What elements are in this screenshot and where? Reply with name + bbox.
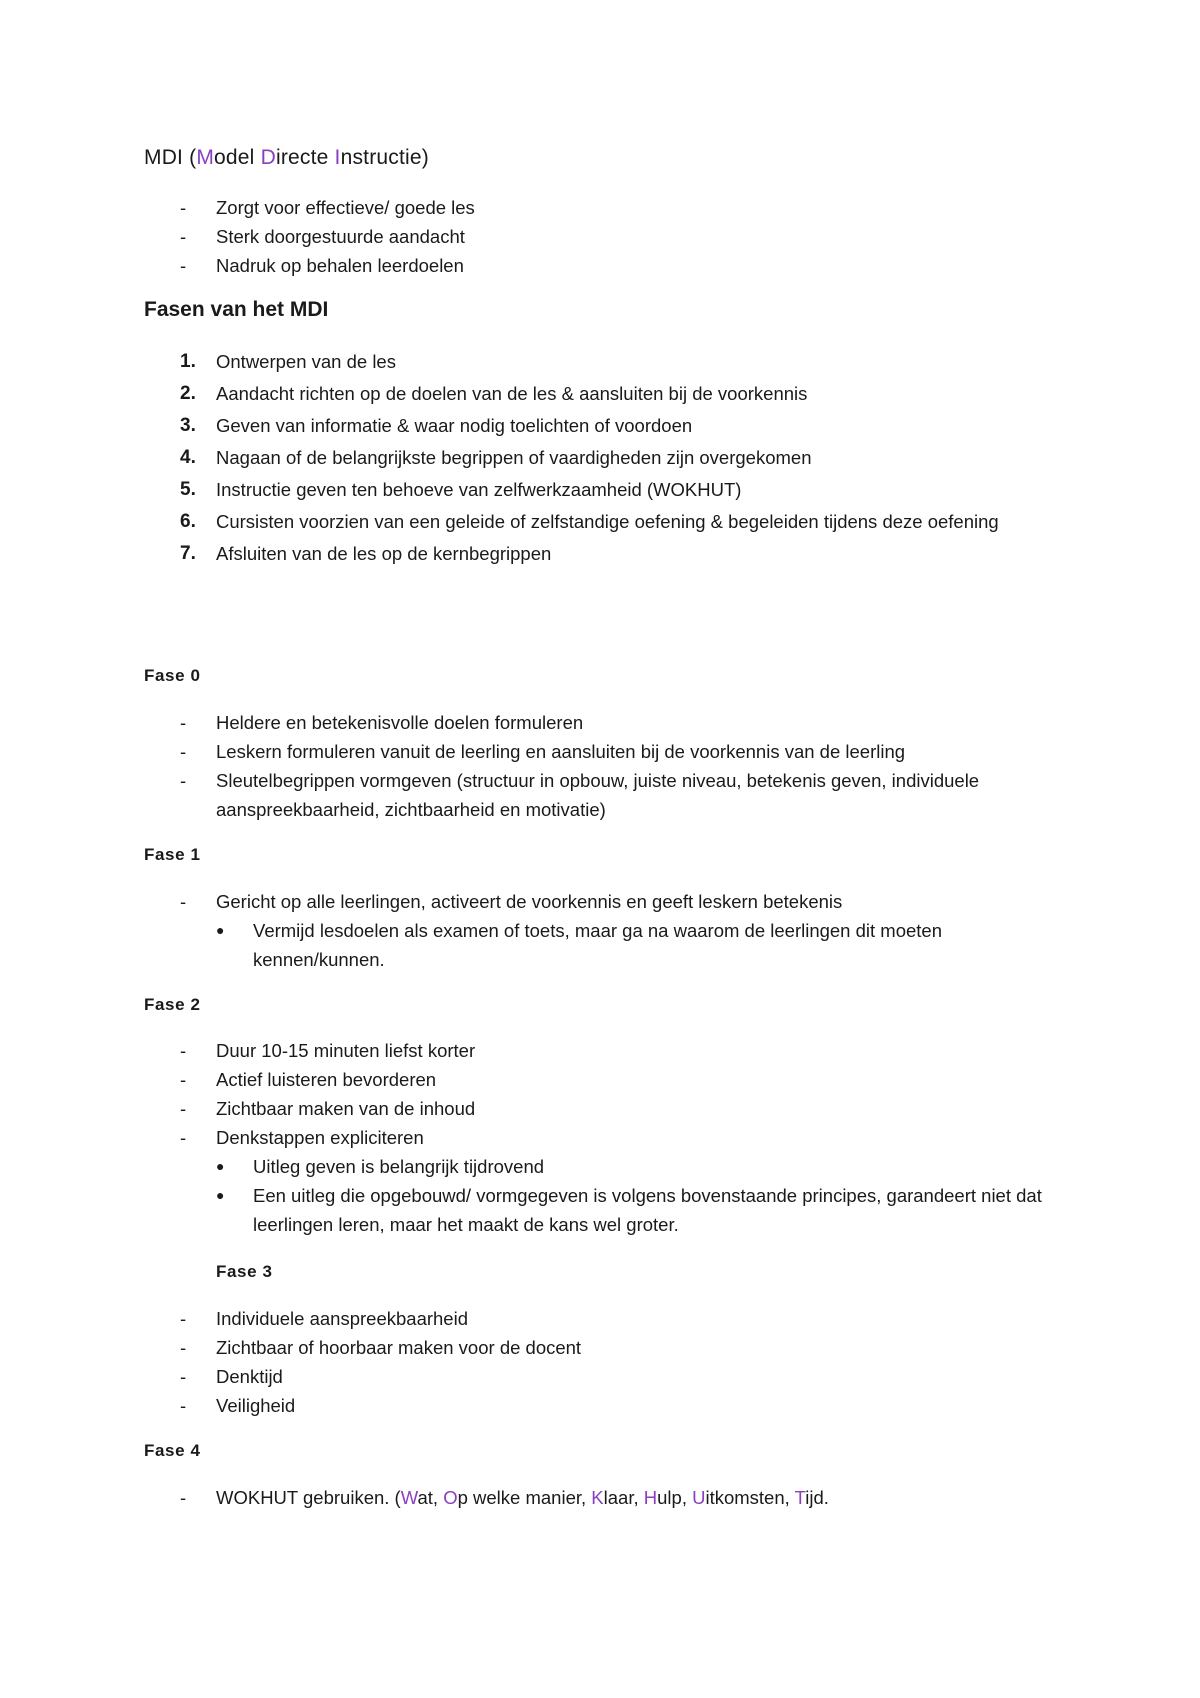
title-text: irecte [275,146,335,169]
title-text: nstructie) [340,146,429,169]
list-item: - Duur 10-15 minuten liefst korter [180,1036,1076,1065]
number-marker: 7. [180,543,196,564]
title-highlight-i: I [334,146,341,169]
dash-marker: - [180,1395,187,1416]
intro-list [0,193,475,280]
title-highlight-d: D [260,146,276,169]
fase-1-list [0,887,1060,916]
dash-marker: - [180,891,187,912]
fase-1-heading: Fase 1 [144,845,201,864]
sub-list-item: ● Vermijd lesdoelen als examen of toets, maar ga na waarom de leerlingen dit moeten kennen/kunnen. [216,916,1056,974]
phases-list [180,347,1060,571]
sub-list-item: ● Een uitleg die opgebouwd/ vormgegeven is volgens bovenstaande principes, garandeert niet dat leerlingen leren, maar het maakt de kans wel groter. [216,1181,1066,1239]
fase-2-list [0,1036,1060,1152]
title-highlight-m: M [196,146,215,169]
list-item: - Sleutelbegrippen vormgeven (structuur in opbouw, juiste niveau, betekenis geven, individuele aanspreekbaarheid, zichtbaarheid en motivatie) [180,766,996,824]
list-item: - Nadruk op behalen leerdoelen [180,251,475,280]
list-item: - Veiligheid [180,1391,1076,1420]
dash-marker: - [180,1098,187,1119]
list-item: 2. Aandacht richten op de doelen van de les & aansluiten bij de voorkennis [180,379,1060,408]
dash-marker: - [180,197,187,218]
list-item: - Heldere en betekenisvolle doelen formuleren [180,708,996,737]
fase-4-heading: Fase 4 [144,1441,201,1460]
fase-0-heading: Fase 0 [144,666,201,685]
fase-1-sublist [216,916,1056,974]
list-item: 3. Geven van informatie & waar nodig toelichten of voordoen [180,411,1060,440]
dash-marker: - [180,1040,187,1061]
fase-2-heading: Fase 2 [144,995,201,1014]
list-item: 1. Ontwerpen van de les [180,347,1060,376]
list-item: - Actief luisteren bevorderen [180,1065,1076,1094]
bullet-marker: ● [216,1187,225,1203]
dash-marker: - [180,770,187,791]
list-item: - Zichtbaar of hoorbaar maken voor de docent [180,1333,1076,1362]
dash-marker: - [180,712,187,733]
wokhut-letter-u: U [692,1487,706,1508]
dash-marker: - [180,255,187,276]
title-text: MDI ( [144,146,197,169]
dash-marker: - [180,1366,187,1387]
wokhut-line: WOKHUT gebruiken. (Wat, Op welke manier, Klaar, Hulp, Uitkomsten, Tijd. [216,1487,829,1508]
section-heading: Fasen van het MDI [144,298,329,321]
dash-marker: - [180,741,187,762]
number-marker: 1. [180,351,196,372]
list-item: - Zorgt voor effectieve/ goede les [180,193,475,222]
list-item: - Zichtbaar maken van de inhoud [180,1094,1076,1123]
wokhut-letter-k: K [591,1487,604,1508]
number-marker: 5. [180,479,196,500]
fase-4-list [0,1483,1060,1512]
number-marker: 4. [180,447,196,468]
list-item: 7. Afsluiten van de les op de kernbegrippen [180,539,1060,568]
fase-3-list [0,1304,1060,1420]
wokhut-letter-h: H [643,1487,658,1508]
list-item: - Leskern formuleren vanuit de leerling en aansluiten bij de voorkennis van de leerling [180,737,996,766]
list-item: 4. Nagaan of de belangrijkste begrippen of vaardigheden zijn overgekomen [180,443,1060,472]
fase-3-heading: Fase 3 [216,1262,273,1281]
number-marker: 6. [180,511,196,532]
number-marker: 3. [180,415,196,436]
list-item: - Individuele aanspreekbaarheid [180,1304,1076,1333]
list-item: - Gericht op alle leerlingen, activeert de voorkennis en geeft leskern betekenis [180,887,1076,916]
wokhut-letter-t: T [794,1487,806,1508]
fase-2-sublist [216,1152,1066,1239]
document-title [144,146,429,170]
list-item [180,1483,1076,1512]
list-item: 5. Instructie geven ten behoeve van zelfwerkzaamheid (WOKHUT) [180,475,1060,504]
number-marker: 2. [180,383,196,404]
wokhut-letter-w: W [400,1487,418,1508]
bullet-marker: ● [216,1158,225,1174]
list-item: - Denkstappen expliciteren [180,1123,1076,1152]
dash-marker: - [180,1069,187,1090]
fase-0-list [0,708,1060,824]
sub-list-item: ● Uitleg geven is belangrijk tijdrovend [216,1152,1066,1181]
dash-marker: - [180,1127,187,1148]
dash-marker: - [180,1487,187,1508]
bullet-marker: ● [216,922,225,938]
wokhut-letter-o: O [443,1487,458,1508]
dash-marker: - [180,226,187,247]
title-text: odel [214,146,261,169]
dash-marker: - [180,1337,187,1358]
list-item: - Denktijd [180,1362,1076,1391]
dash-marker: - [180,1308,187,1329]
list-item: 6. Cursisten voorzien van een geleide of zelfstandige oefening & begeleiden tijdens deze oefening [180,507,1060,536]
list-item: - Sterk doorgestuurde aandacht [180,222,475,251]
